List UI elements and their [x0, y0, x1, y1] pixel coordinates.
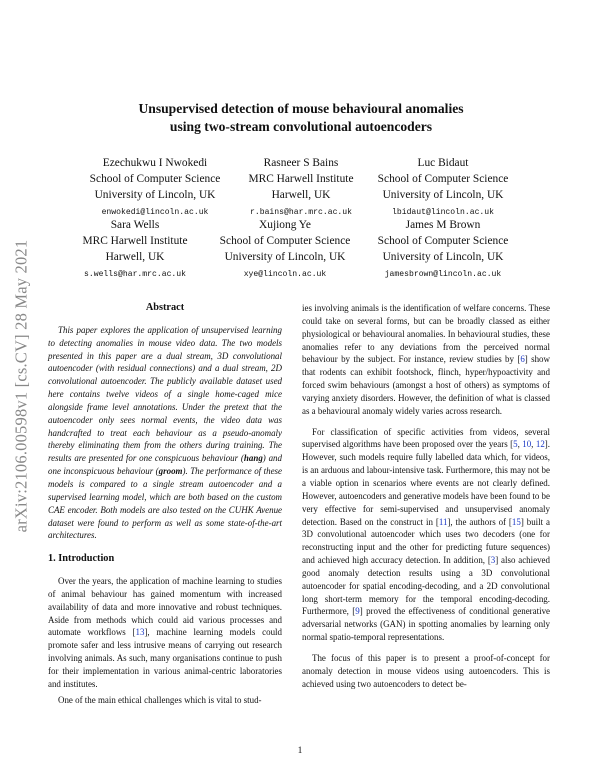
citation-link[interactable]: 9 [355, 606, 360, 617]
author-institution: University of Lincoln, UK [224, 251, 346, 263]
author-name: Luc Bidaut [417, 157, 469, 169]
paragraph-text: ] proved the effectiveness of conditional generative adversarial networks (GAN) in spotting anomalies by learning only normal spatio-temporal representations. [302, 606, 551, 643]
abstract-heading: Abstract [145, 302, 185, 313]
abstract-text: This paper explores the application of unsupervised learning to detecting anomalies in mouse video data. The two models presented in this paper are a dual stream, 3D convolutional autoencoder (with residual connections) and a dual stream, 2D convolutional autoencoder. The publicly available dataset used here contains twelve videos of a single home-caged mice alongside frame level annotations. Under the pretext that the autoencoder only sees normal events, the video data was handcrafted to treat each behaviour as a pseudo-anomaly thereby eliminating them from the others during training. The results are presented for one conspicuous behaviour ( [48, 324, 282, 464]
author-email[interactable]: jamesbrown@lincoln.ac.uk [384, 270, 502, 279]
author-affiliation: School of Computer Science [219, 235, 351, 247]
intro-paragraph-1 [48, 575, 282, 691]
intro-paragraph-4: The focus of this paper is to present a proof-of-concept for anomaly detection in mouse videos using autoencoders. This is achieved using two autoencoders to detect be- [302, 652, 550, 689]
author-institution: Harwell, UK [105, 251, 165, 263]
paragraph-text: ] show that rodents can exhibit footshock, flinch, hyper/hypoactivity and forced swim behaviours (amongst a host of others) as symptoms of varying anxiety disorders. However, the definition of what is classed as a behavioural anomaly widely varies across research. [302, 354, 550, 416]
citation-link[interactable]: 5 [513, 439, 518, 450]
author-name: Rasneer S Bains [263, 157, 339, 169]
paragraph-text: ] also achieved good anomaly detection results using a 3D convolutional autoencoder for spatial encoding-decoding, and a 2D convolutional long short-term memory for the temporal encoding-decoding. Furthermore, [ [302, 555, 550, 617]
citation-link[interactable]: 12 [535, 439, 545, 450]
paragraph-text: Over the years, the application of machine learning to studies of animal behaviour has gained momentum with increased availability of data and more innovative and robust techniques. Aside from methods which could aid various processes and automate workflows [ [48, 576, 282, 638]
citation-separator: , [531, 439, 536, 450]
author-email[interactable]: r.bains@har.mrc.ac.uk [250, 208, 352, 217]
intro-paragraph-3 [302, 426, 550, 644]
author-email[interactable]: s.wells@har.mrc.ac.uk [84, 270, 186, 279]
author-block [358, 155, 528, 218]
citation-link[interactable]: 15 [511, 516, 521, 527]
author-institution: Harwell, UK [271, 189, 331, 201]
citation-separator: , [517, 439, 523, 450]
author-affiliation: School of Computer Science [89, 173, 221, 185]
paper-title [60, 100, 542, 136]
arxiv-id-text: arXiv:2106.00598v1 [cs.CV] 28 May 2021 [11, 239, 30, 533]
author-block [50, 217, 220, 280]
paragraph-text: One of the main ethical challenges which is vital to stud- [58, 694, 262, 705]
left-column [48, 302, 282, 706]
author-name: Ezechukwu I Nwokedi [102, 157, 208, 169]
author-name: Sara Wells [110, 219, 160, 231]
author-block [70, 155, 240, 218]
arxiv-identifier [10, 196, 32, 576]
author-institution: University of Lincoln, UK [382, 189, 504, 201]
intro-paragraph-2-start [48, 694, 282, 707]
paragraph-text: ], machine learning models could promote safer and less intrusive means of carrying out research involving animals. As such, many organisations continue to push for their implementation in various animal-centric laboratories and institutes. [48, 627, 282, 689]
paragraph-text: ies involving animals is the identification of welfare concerns. These could take on several forms, but can be broadly classed as either physiological or behavioural anomalies. In behavioural studies, these anomalies refer to any deviations from the perceived normal behaviour by the subject. For instance, review studies by [ [302, 303, 550, 365]
author-name: Xujiong Ye [259, 219, 311, 231]
author-institution: University of Lincoln, UK [382, 251, 504, 263]
title-line-1: Unsupervised detection of mouse behavioural anomalies [138, 101, 464, 116]
author-affiliation: School of Computer Science [377, 235, 509, 247]
intro-paragraph-2-cont [302, 302, 550, 418]
author-email[interactable]: lbidaut@lincoln.ac.uk [392, 208, 494, 217]
author-affiliation: MRC Harwell Institute [248, 173, 354, 185]
paragraph-text: ]. However, such models require fully labelled data which, for videos, is an arduous and labour-intensive task. Furthermore, this may not be a viable option in scenarios where events are not clearly defined. However, autoencoders and generative models have been found to be very effective for semi-supervised and unsupervised anomaly detection. Based on the construct in [ [302, 439, 550, 527]
citation-link[interactable]: 13 [135, 627, 145, 638]
author-block [358, 217, 528, 280]
abstract-text: ). The performance of these models is compared to a single stream autoencoder and a supervised learning model, which are both based on the custom CAE encoder. Both models are also tested on the CUHK Avenue dataset were found to perform as well as some state-of-the-art architectures. [48, 466, 282, 541]
paragraph-text: For classification of specific activities from videos, several supervised algorithms have been proposed over the years [ [302, 426, 550, 450]
author-institution: University of Lincoln, UK [94, 189, 216, 201]
citation-link[interactable]: 6 [520, 354, 525, 365]
right-column [302, 302, 550, 690]
abstract-text: ) and one inconspicuous behaviour ( [48, 453, 282, 477]
author-affiliation: MRC Harwell Institute [82, 235, 188, 247]
title-line-2: using two-stream convolutional autoencoders [169, 119, 433, 134]
author-email[interactable]: enwokedi@lincoln.ac.uk [101, 208, 209, 217]
author-email[interactable]: xye@lincoln.ac.uk [243, 270, 327, 279]
section-heading-introduction: 1. Introduction [48, 553, 115, 565]
behaviour-hang: hang [243, 453, 263, 464]
paragraph-text: ], the authors of [ [447, 516, 512, 527]
citation-link[interactable]: 3 [490, 555, 496, 566]
citation-link[interactable]: 11 [438, 516, 448, 527]
citation-link[interactable]: 10 [522, 439, 532, 450]
behaviour-groom: groom [158, 466, 183, 477]
author-name: James M Brown [405, 219, 481, 231]
abstract-body [48, 324, 282, 542]
page-number: 1 [297, 746, 303, 756]
author-affiliation: School of Computer Science [377, 173, 509, 185]
author-block [200, 217, 370, 280]
paragraph-text: ] built a 3D convolutional autoencoder which uses two decoders (one for reconstructing input and the other for predicting future sequences) and achieved high accuracy detection. In addition, [ [302, 516, 550, 566]
